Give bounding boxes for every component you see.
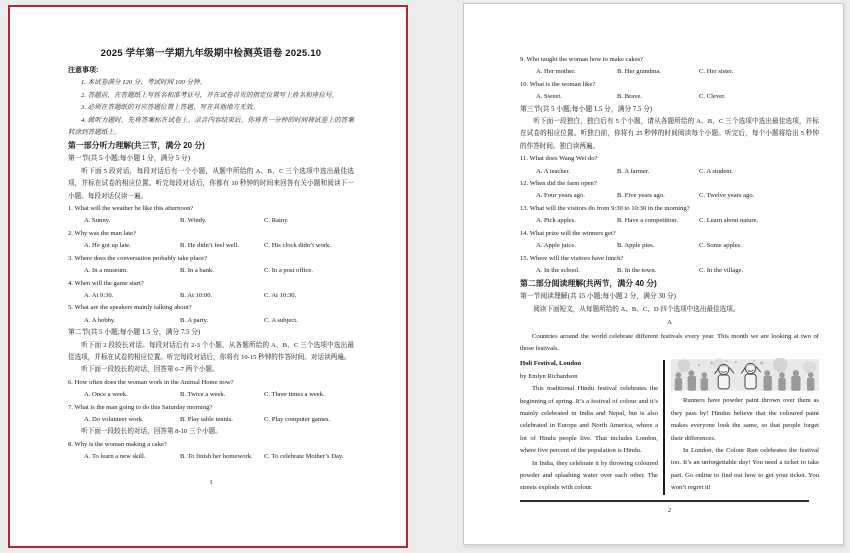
passage-label: A — [667, 319, 672, 327]
options-row — [68, 215, 354, 227]
part1-heading: 第一部分听力理解(共三节，满分 20 分) — [68, 141, 205, 151]
option-b: B. Brave. — [617, 93, 643, 101]
options-row — [520, 215, 819, 227]
option-b: B. Windy. — [180, 217, 207, 225]
section3-intro: 听下面一段独白，独白后有 5 个小题，请从各题所给的 A、B、C 三个选项中选出最佳选项，并标在试卷的相应位置。听独白前，你将有 25 秒钟的时间阅读每个小题。听完后，每个小题将给出 5 秒钟的作答时间。独白读两遍。 — [520, 118, 819, 150]
option-a: A. Pick apples. — [536, 217, 576, 225]
question — [68, 439, 354, 464]
question-text: 3. Where does the conversation probably take place? — [68, 254, 208, 262]
option-b: B. Have a competition. — [617, 217, 678, 225]
reading-section-heading: 第一节阅读理解(共 15 小题;每小题 2 分，满分 30 分) — [520, 293, 676, 301]
option-c: C. Her sister. — [699, 68, 734, 76]
option-b: B. In a bank. — [180, 267, 214, 275]
option-a: A. To learn a new skill. — [84, 453, 146, 461]
question — [520, 54, 819, 79]
options-row — [68, 265, 354, 277]
option-b: B. At 10:00. — [180, 291, 213, 299]
option-b: B. To finish her homework. — [180, 453, 253, 461]
option-c: C. A student. — [699, 167, 734, 175]
option-c: C. At 10:30. — [264, 291, 297, 299]
option-b: B. A farmer. — [617, 167, 650, 175]
question — [68, 402, 354, 427]
question — [520, 203, 819, 228]
passage-right-column — [671, 358, 819, 494]
question — [520, 178, 819, 203]
question-text: 10. What is the woman like? — [520, 80, 596, 88]
question-text: 14. What prize will the winners get? — [520, 229, 616, 237]
option-c: C. In the village. — [699, 266, 744, 274]
question-text: 11. What does Wang Wei do? — [520, 155, 598, 163]
option-c: C. Some apples. — [699, 242, 742, 250]
option-a: A. Once a week. — [84, 391, 128, 399]
questions-9-10 — [520, 54, 819, 104]
option-b: B. Five years ago. — [617, 192, 665, 200]
page-2-number: 2 — [667, 506, 672, 514]
options-row — [68, 240, 354, 252]
option-c: C. In a post office. — [264, 267, 313, 275]
questions-6-7 — [68, 377, 354, 427]
questions-11-15 — [520, 153, 819, 277]
section2-intro: 听下面 2 段较长对话。每段对话后有 2-3 个小题，从各题所给的 A、B、C 三个选项中选出最佳选项，并标在试卷的相应位置。听完每段对话后，你将有 10-15 秒钟的作答时间。对话读两遍。 — [68, 341, 354, 361]
question-text: 12. When did the farm open? — [520, 180, 597, 188]
option-a: A. Sweet. — [536, 93, 562, 101]
options-row — [520, 265, 819, 277]
section1-intro: 听下面 5 段对话，每段对话后有一个小题，从题中所给的 A、B、C 三个选项中选出最佳选项，并标在试卷的相应位置。听完每段对话后，你都有 10 秒钟的时间来回答有关小题和阅读下一小题。每段对话仅读一遍。 — [68, 167, 354, 200]
option-b: B. A party. — [180, 316, 209, 324]
options-row — [520, 240, 819, 252]
option-a: A. Apple juice. — [536, 242, 576, 250]
question-text: 1. What will the weather be like this afternoon? — [68, 205, 194, 213]
question — [68, 203, 354, 228]
option-b: B. Play table tennis. — [180, 415, 233, 423]
question-8 — [68, 439, 354, 464]
option-a: A. Her mother. — [536, 68, 576, 76]
options-row — [520, 91, 819, 103]
section2-heading: 第二节(共 5 小题;每小题 1.5 分，满分 7.5 分) — [68, 329, 201, 337]
option-a: A. A teacher. — [536, 167, 571, 175]
options-row — [68, 389, 354, 401]
question — [68, 302, 354, 327]
reading-intro: 阅读下面短文，从每题所给的 A、B、C、D 四个选项中选出最佳选项。 — [533, 305, 740, 313]
passage-paragraph: In India, they celebrate it by throwing coloured powder and splashing water over each other. The streets explode with colour. — [520, 459, 658, 492]
exam-page-2[interactable] — [463, 3, 844, 545]
question-text: 9. Who taught the woman how to make cakes? — [520, 56, 644, 63]
question-text: 13. What will the visitors do from 9:30 to 10:30 in the morning? — [520, 204, 690, 212]
notice-item: 3. 必须在答题纸的对应答题位置上答题，写在其他地方无效。 — [81, 104, 260, 112]
question-text: 5. What are the speakers mainly talking about? — [68, 304, 192, 312]
notice-item: 2. 答题前，在答题纸上写姓名和准考证号，并在试卷首页的指定位置写上姓名和座位号。 — [81, 91, 339, 99]
page-2-content — [464, 4, 843, 517]
options-row — [68, 414, 354, 426]
question — [68, 253, 354, 278]
options-row — [520, 66, 819, 78]
option-a: A. Do volunteer work. — [84, 415, 144, 423]
notice-item: 4. 做听力题时，先将答案标在试卷上。录音内容结束后，你将有一分钟的时间将试卷上的答案转涂到答题纸上。 — [68, 116, 354, 137]
question — [68, 278, 354, 303]
notice-list — [68, 77, 354, 139]
option-a: A. Four years ago. — [536, 192, 585, 200]
part2-heading: 第二部分阅读理解(共两节，满分 40 分) — [520, 279, 657, 289]
option-c: C. His clock didn’t work. — [264, 242, 331, 250]
option-c: C. A subject. — [264, 316, 298, 324]
notice-heading: 注意事项: — [68, 67, 99, 74]
notice-item: 1. 本试卷满分 120 分，考试时间 100 分钟。 — [81, 79, 207, 87]
option-a: A. A hobby. — [84, 316, 116, 324]
option-a: A. At 9:30. — [84, 291, 114, 299]
question-text: 15. Where will the visitors have lunch? — [520, 254, 624, 262]
option-b: B. In the town. — [617, 266, 657, 274]
question — [520, 79, 819, 104]
question-text: 7. What is the man going to do this Saturday morning? — [68, 403, 213, 411]
page-1-number: 1 — [209, 478, 213, 486]
passage-byline: by Emlyn Richardson — [520, 372, 578, 380]
option-c: C. Rainy. — [264, 217, 289, 225]
question — [68, 377, 354, 402]
option-c: C. Clever. — [699, 93, 726, 101]
exam-page-1[interactable] — [8, 5, 408, 548]
option-a: A. Sunny. — [84, 217, 111, 225]
exam-title: 2025 学年第一学期九年级期中检测英语卷 2025.10 — [100, 48, 322, 59]
options-row — [520, 166, 819, 178]
options-row — [68, 290, 354, 302]
question-text: 2. Why was the man late? — [68, 229, 136, 237]
option-c: C. To celebrate Mother’s Day. — [264, 453, 344, 461]
options-row — [68, 315, 354, 327]
section3-heading: 第三节(共 5 小题;每小题 1.5 分，满分 7.5 分) — [520, 105, 653, 113]
passage-paragraph: In London, the Colour Run celebrates the festival too. It’s an unforgettable day! You need a ticket to take part. Go online to find out how to get your ticket. You won’t regret it! — [671, 446, 819, 492]
section1-heading: 第一节(共 5 小题;每小题 1 分，满分 5 分) — [68, 155, 190, 163]
question-text: 8. Why is the woman making a cake? — [68, 440, 167, 448]
option-c: C. Learn about nature. — [699, 217, 759, 225]
option-b: B. Apple pies. — [617, 242, 655, 250]
festival-runners-illustration — [671, 358, 819, 392]
passage-paragraph: Runners have powder paint thrown over them as they pass by! Hindus believe that the coloured paint makes everyone look the same, so that people forget their differences. — [671, 397, 819, 442]
passage-left-column — [520, 358, 658, 494]
question — [520, 228, 819, 253]
option-c: C. Play computer games. — [264, 415, 331, 423]
option-a: A. In the school. — [536, 266, 580, 274]
reading-columns — [520, 358, 819, 494]
dialog-8-10-note: 听下面一段较长的对话，回答第 8-10 三个小题。 — [81, 428, 222, 436]
option-a: A. He got up late. — [84, 242, 131, 250]
passage-title: Holi Festival, London — [520, 360, 582, 368]
column-divider — [663, 360, 665, 494]
page-1-content — [10, 7, 406, 489]
question-text: 6. How often does the woman work in the Animal Home now? — [68, 378, 234, 386]
question — [520, 253, 819, 278]
option-c: C. Three times a week. — [264, 391, 325, 399]
question-text: 4. When will the game start? — [68, 279, 144, 287]
option-c: C. Twelve years ago. — [699, 192, 755, 200]
question — [520, 153, 819, 178]
option-b: B. Twice a week. — [180, 391, 226, 399]
passage-paragraph: This traditional Hindu festival celebrates the beginning of spring. It’s a festival of colour and it’s mainly celebrated in India and Nepal, but is also celebrated in Europe and North America, where a lot of Hindu people live. That includes London, where five percent of the population is Hindu. — [520, 385, 658, 455]
options-row — [68, 451, 354, 463]
end-of-page-rule — [520, 500, 809, 502]
question — [68, 228, 354, 253]
options-row — [520, 190, 819, 202]
passage-intro: Countries around the world celebrate different festivals every year. This month we are looking at two of those festivals. — [520, 332, 819, 352]
option-a: A. In a museum. — [84, 267, 128, 275]
option-b: B. He didn’t feel well. — [180, 242, 239, 250]
questions-1-5 — [68, 203, 354, 327]
dialog-6-7-note: 听下面一段较长的对话，回答第 6-7 两个小题。 — [81, 366, 219, 374]
option-b: B. Her grandma. — [617, 68, 661, 76]
